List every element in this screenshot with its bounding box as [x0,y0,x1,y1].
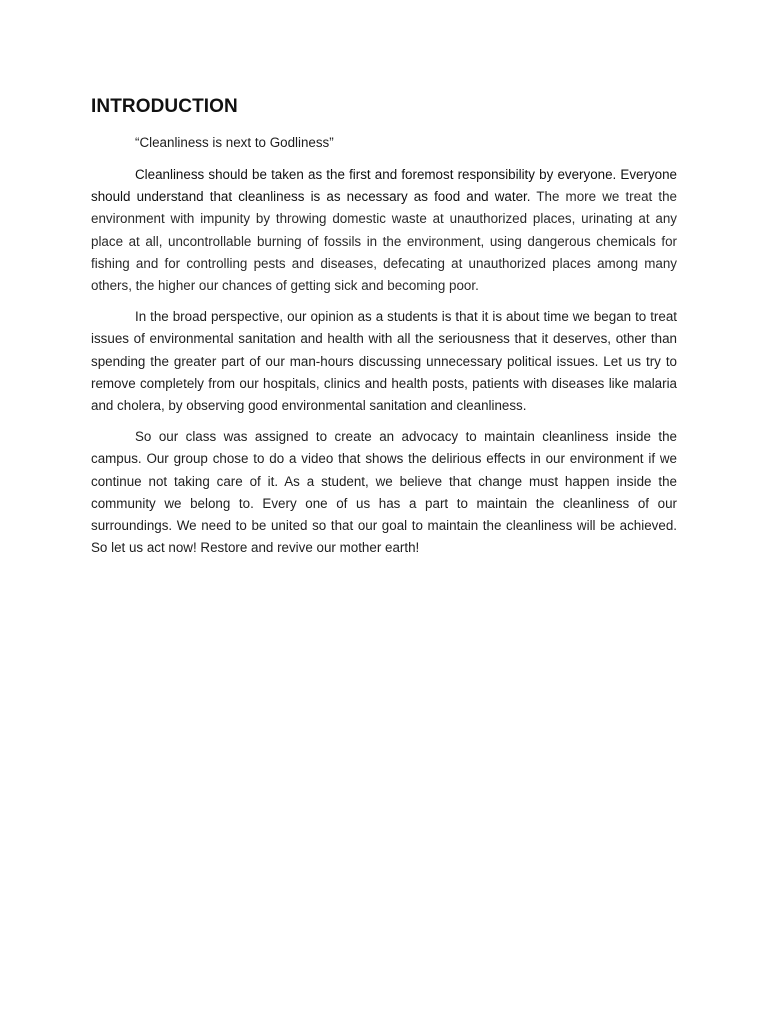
paragraph-3: So our class was assigned to create an advocacy to maintain cleanliness inside the campus. Our group chose to do a video that shows the delirious effects in our environment if we continue not taking care of it. As a student, we believe that change must happen inside the community we belong to. Every one of us has a part to maintain the cleanliness of our surroundings. We need to be united so that our goal to maintain the cleanliness will be achieved. So let us act now! Restore and revive our mother earth! [91,429,677,556]
document-body [91,94,677,568]
opening-quote: “Cleanliness is next to Godliness” [135,135,334,150]
paragraph-1-rest: The more we treat the environment with impunity by throwing domestic waste at unauthorized places, urinating at any place at all, uncontrollable burning of fossils in the environment, using dangerous chemicals for fishing and for controlling pests and diseases, defecating at unauthorized places among many others, the higher our chances of getting sick and becoming poor. [91,189,677,294]
paragraph-2: In the broad perspective, our opinion as a students is that it is about time we began to treat issues of environmental sanitation and health with all the seriousness that it deserves, other than spending the greater part of our man-hours discussing unnecessary political issues. Let us try to remove completely from our hospitals, clinics and health posts, patients with diseases like malaria and cholera, by observing good environmental sanitation and cleanliness. [91,309,677,414]
document-heading: INTRODUCTION [91,96,238,117]
paragraph-1-lead: Cleanliness should be taken as the first and foremost responsibility by everyone. Everyone should understand that cleanliness is as necessary as food and water. [91,167,677,205]
paragraph-1 [91,164,677,297]
